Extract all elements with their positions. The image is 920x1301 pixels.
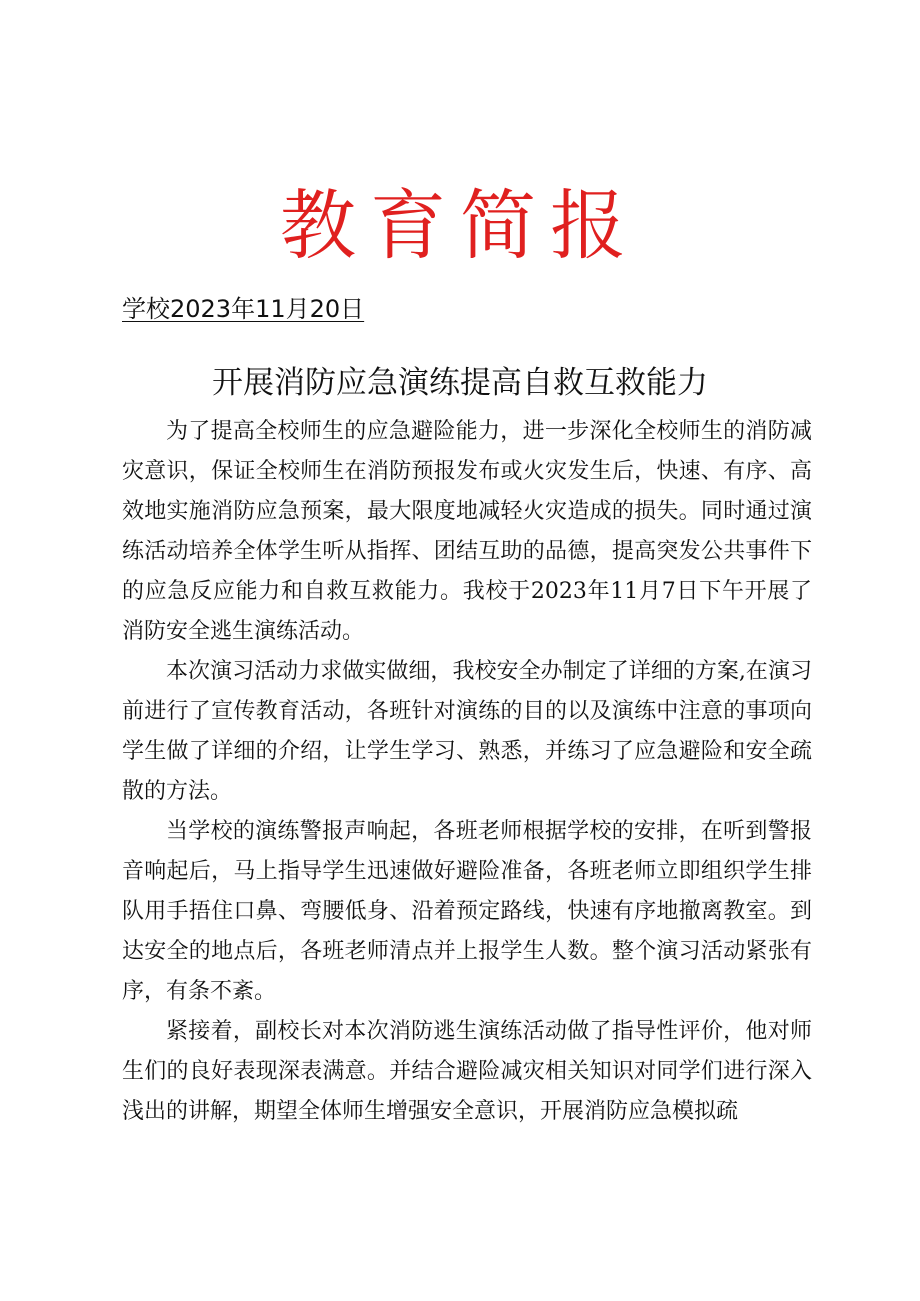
dateline: 学校2023年11月20日 — [122, 295, 365, 323]
article-headline: 开展消防应急演练提高自救互救能力 — [212, 365, 708, 401]
article-paragraph: 本次演习活动力求做实做细，我校安全办制定了详细的方案,在演习前进行了宣传教育活动，各班针对演练的目的以及演练中注意的事项向学生做了详细的介绍，让学生学习、熟悉，并练习了应急避险和安全疏散的方法。 — [122, 659, 812, 804]
newsletter-masthead-title: 教育简报 — [280, 181, 640, 270]
article-paragraph: 为了提高全校师生的应急避险能力，进一步深化全校师生的消防减灾意识，保证全校师生在消防预报发布或火灾发生后，快速、有序、高效地实施消防应急预案，最大限度地减轻火灾造成的损失。同时通过演练活动培养全体学生听从指挥、团结互助的品德，提高突发公共事件下的应急反应能力和自救互救能力。我校于2023年11月7日下午开展了消防安全逃生演练活动。 — [122, 419, 812, 644]
article-body — [122, 412, 812, 1132]
article-paragraph: 当学校的演练警报声响起，各班老师根据学校的安排，在听到警报音响起后，马上指导学生迅速做好避险准备，各班老师立即组织学生排队用手捂住口鼻、弯腰低身、沿着预定路线，快速有序地撤离教室。到达安全的地点后，各班老师清点并上报学生人数。整个演习活动紧张有序，有条不紊。 — [122, 819, 812, 1004]
article-paragraph: 紧接着，副校长对本次消防逃生演练活动做了指导性评价，他对师生们的良好表现深表满意。并结合避险减灾相关知识对同学们进行深入浅出的讲解，期望全体师生增强安全意识，开展消防应急模拟疏 — [122, 1019, 812, 1124]
